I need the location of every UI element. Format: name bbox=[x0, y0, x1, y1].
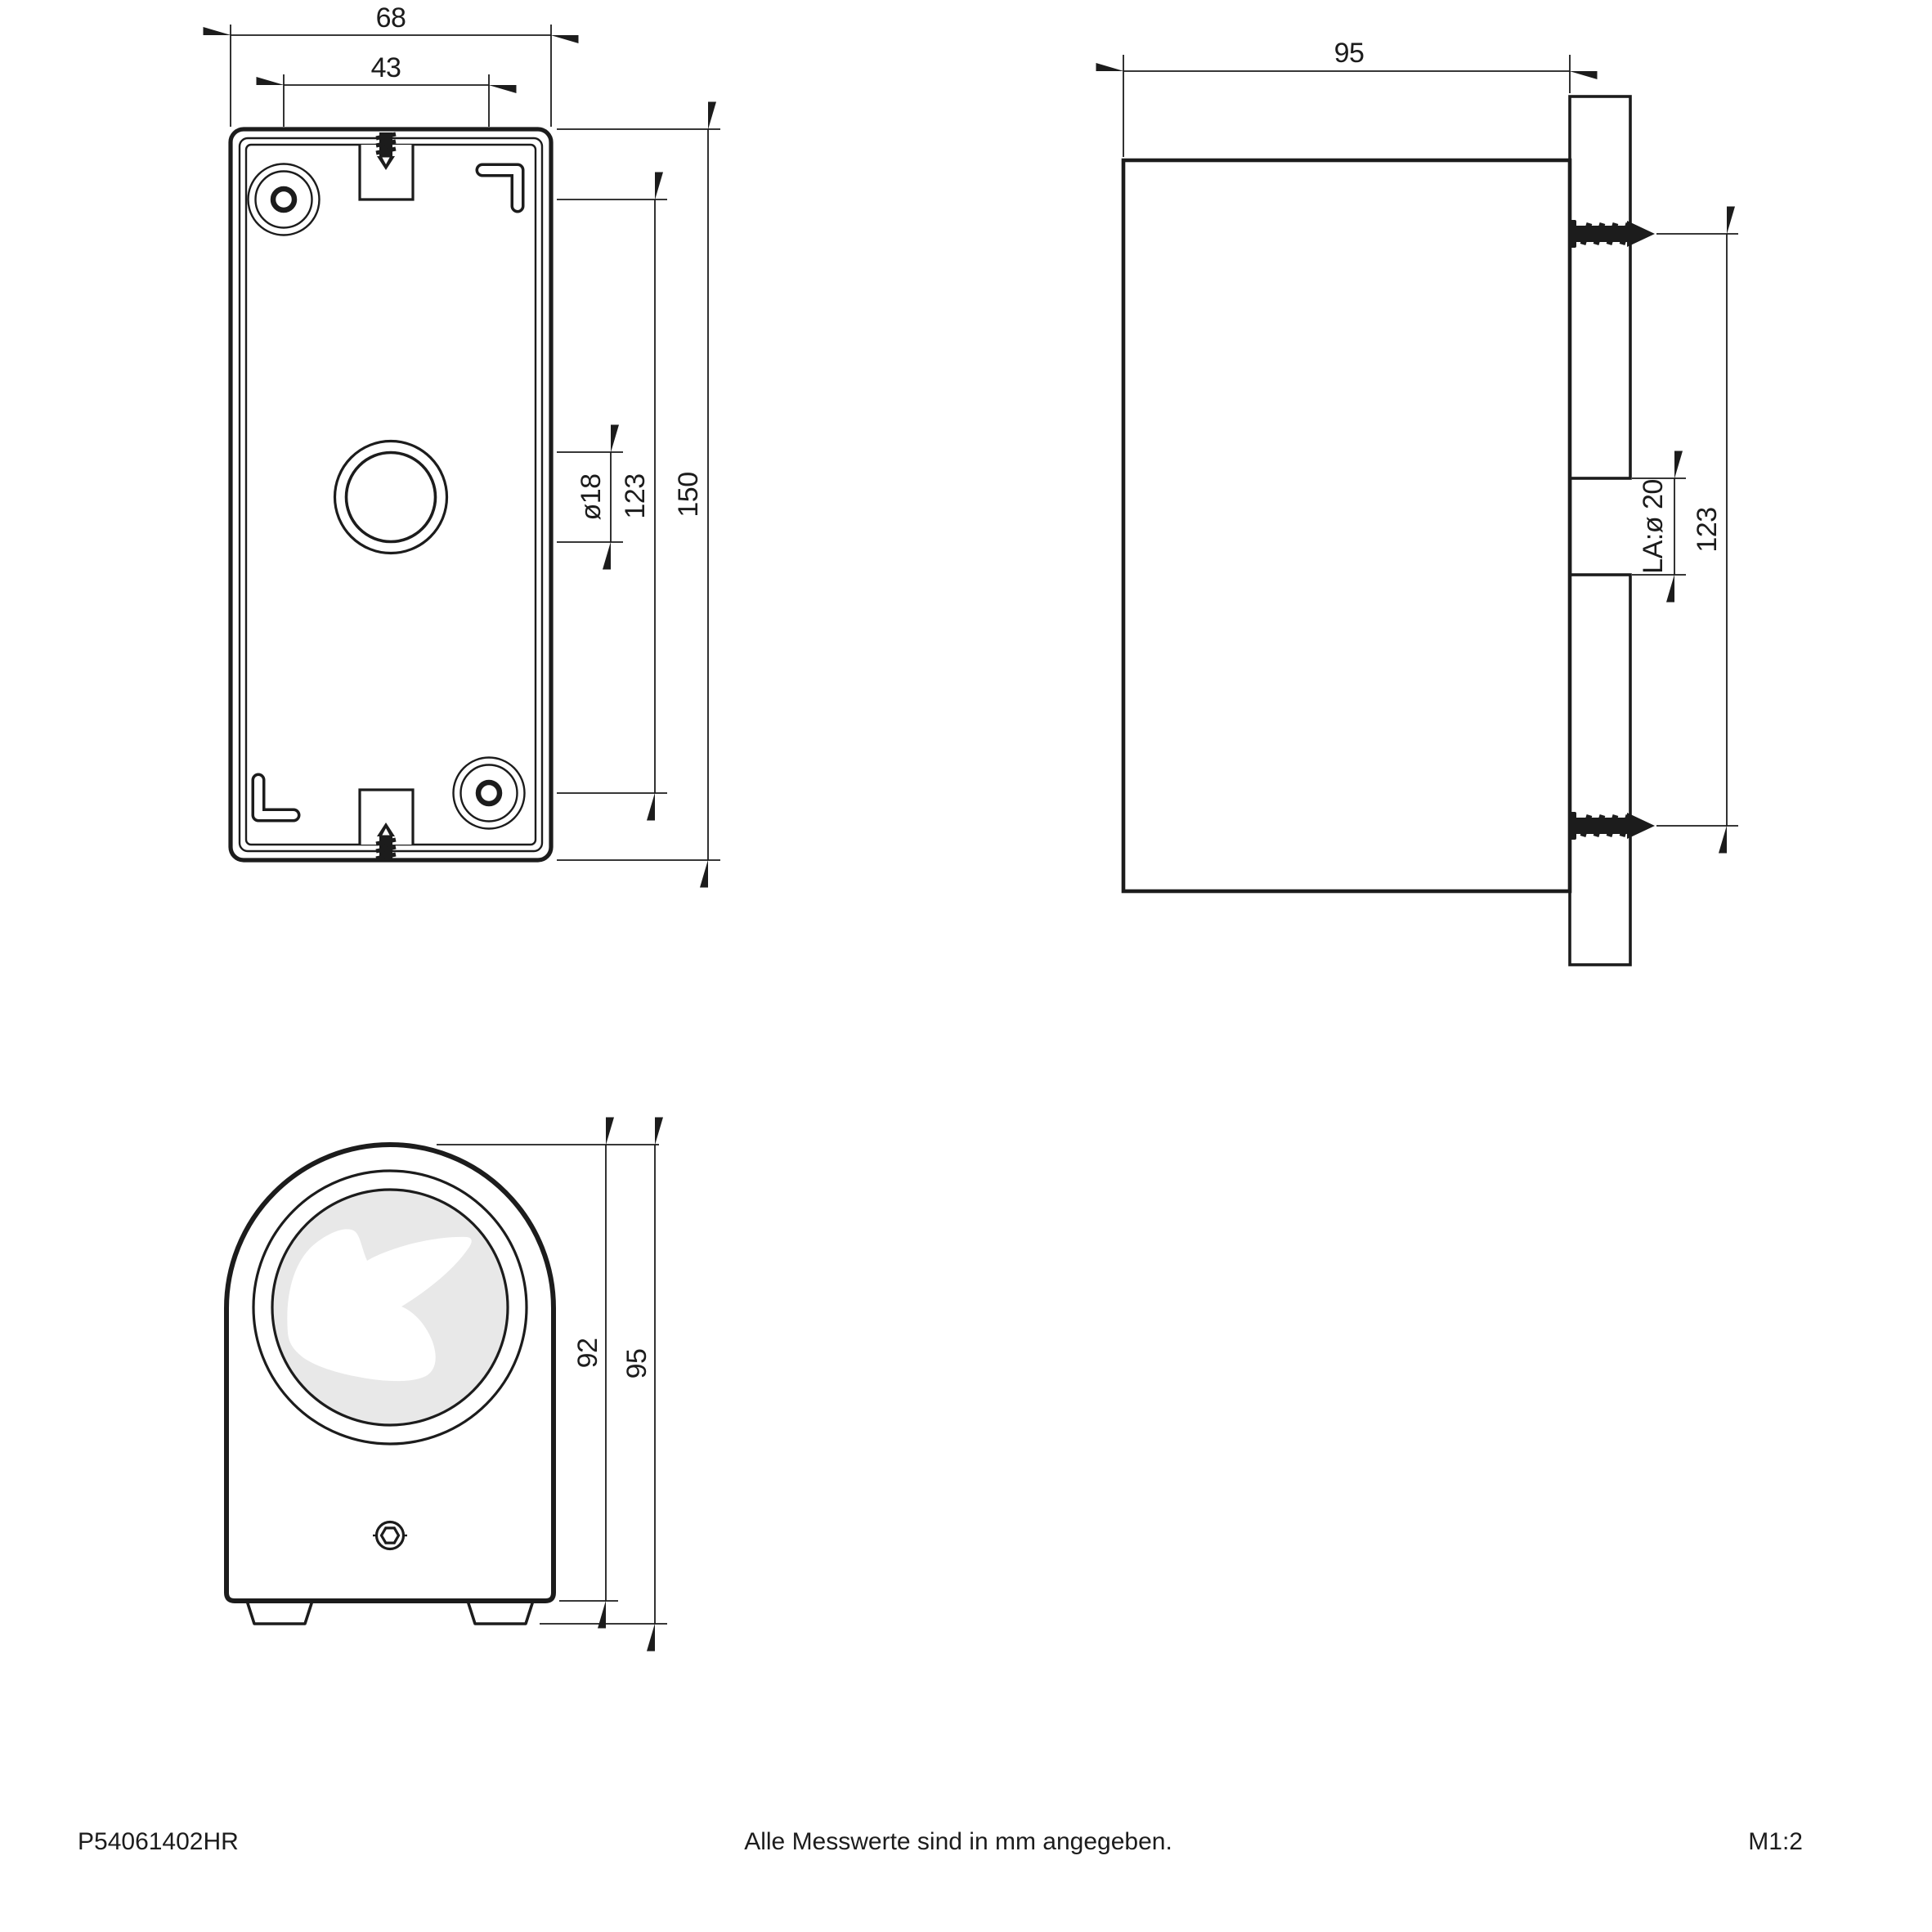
wall-screw-top-icon bbox=[1568, 220, 1655, 248]
box-outer-outline bbox=[231, 129, 551, 860]
wall-section-upper bbox=[1570, 96, 1630, 478]
foot-left bbox=[247, 1601, 312, 1624]
dimension-hole-spacing-43 bbox=[284, 52, 489, 127]
foot-right bbox=[468, 1601, 533, 1624]
dimension-cable-cutout bbox=[1632, 478, 1686, 575]
dimension-label: LA:ø 20 bbox=[1638, 479, 1669, 574]
dimension-label: 95 bbox=[621, 1348, 652, 1379]
wall-section-lower bbox=[1570, 575, 1630, 965]
dimension-label: 123 bbox=[620, 473, 651, 519]
dimension-label: 43 bbox=[370, 52, 401, 83]
wall-screw-bottom-icon bbox=[1568, 812, 1655, 840]
dimension-label: 123 bbox=[1692, 507, 1723, 553]
view-mounting-box-front bbox=[231, 2, 720, 860]
title-block bbox=[78, 1828, 1803, 1855]
dimension-label: 68 bbox=[375, 2, 406, 34]
dimension-hole-spacing-123 bbox=[557, 199, 667, 793]
drawing-scale: M1:2 bbox=[1748, 1828, 1803, 1855]
part-number: P54061402HR bbox=[78, 1828, 239, 1855]
dimension-depth-95 bbox=[1123, 38, 1570, 157]
dimension-screw-spacing-123 bbox=[1656, 234, 1738, 826]
dimension-overall-height-95 bbox=[540, 1145, 667, 1624]
luminaire-side-outline bbox=[1123, 160, 1570, 891]
dimension-label: 95 bbox=[1334, 38, 1365, 69]
view-luminaire-front bbox=[226, 1145, 667, 1624]
dimension-label: ø18 bbox=[576, 473, 607, 521]
view-side-mounted-on-wall bbox=[1123, 38, 1738, 965]
dimension-label: 150 bbox=[673, 472, 704, 518]
units-note: Alle Messwerte sind in mm angegeben. bbox=[744, 1828, 1172, 1855]
dimension-label: 92 bbox=[572, 1338, 603, 1369]
dimension-center-hole-dia bbox=[557, 452, 623, 542]
